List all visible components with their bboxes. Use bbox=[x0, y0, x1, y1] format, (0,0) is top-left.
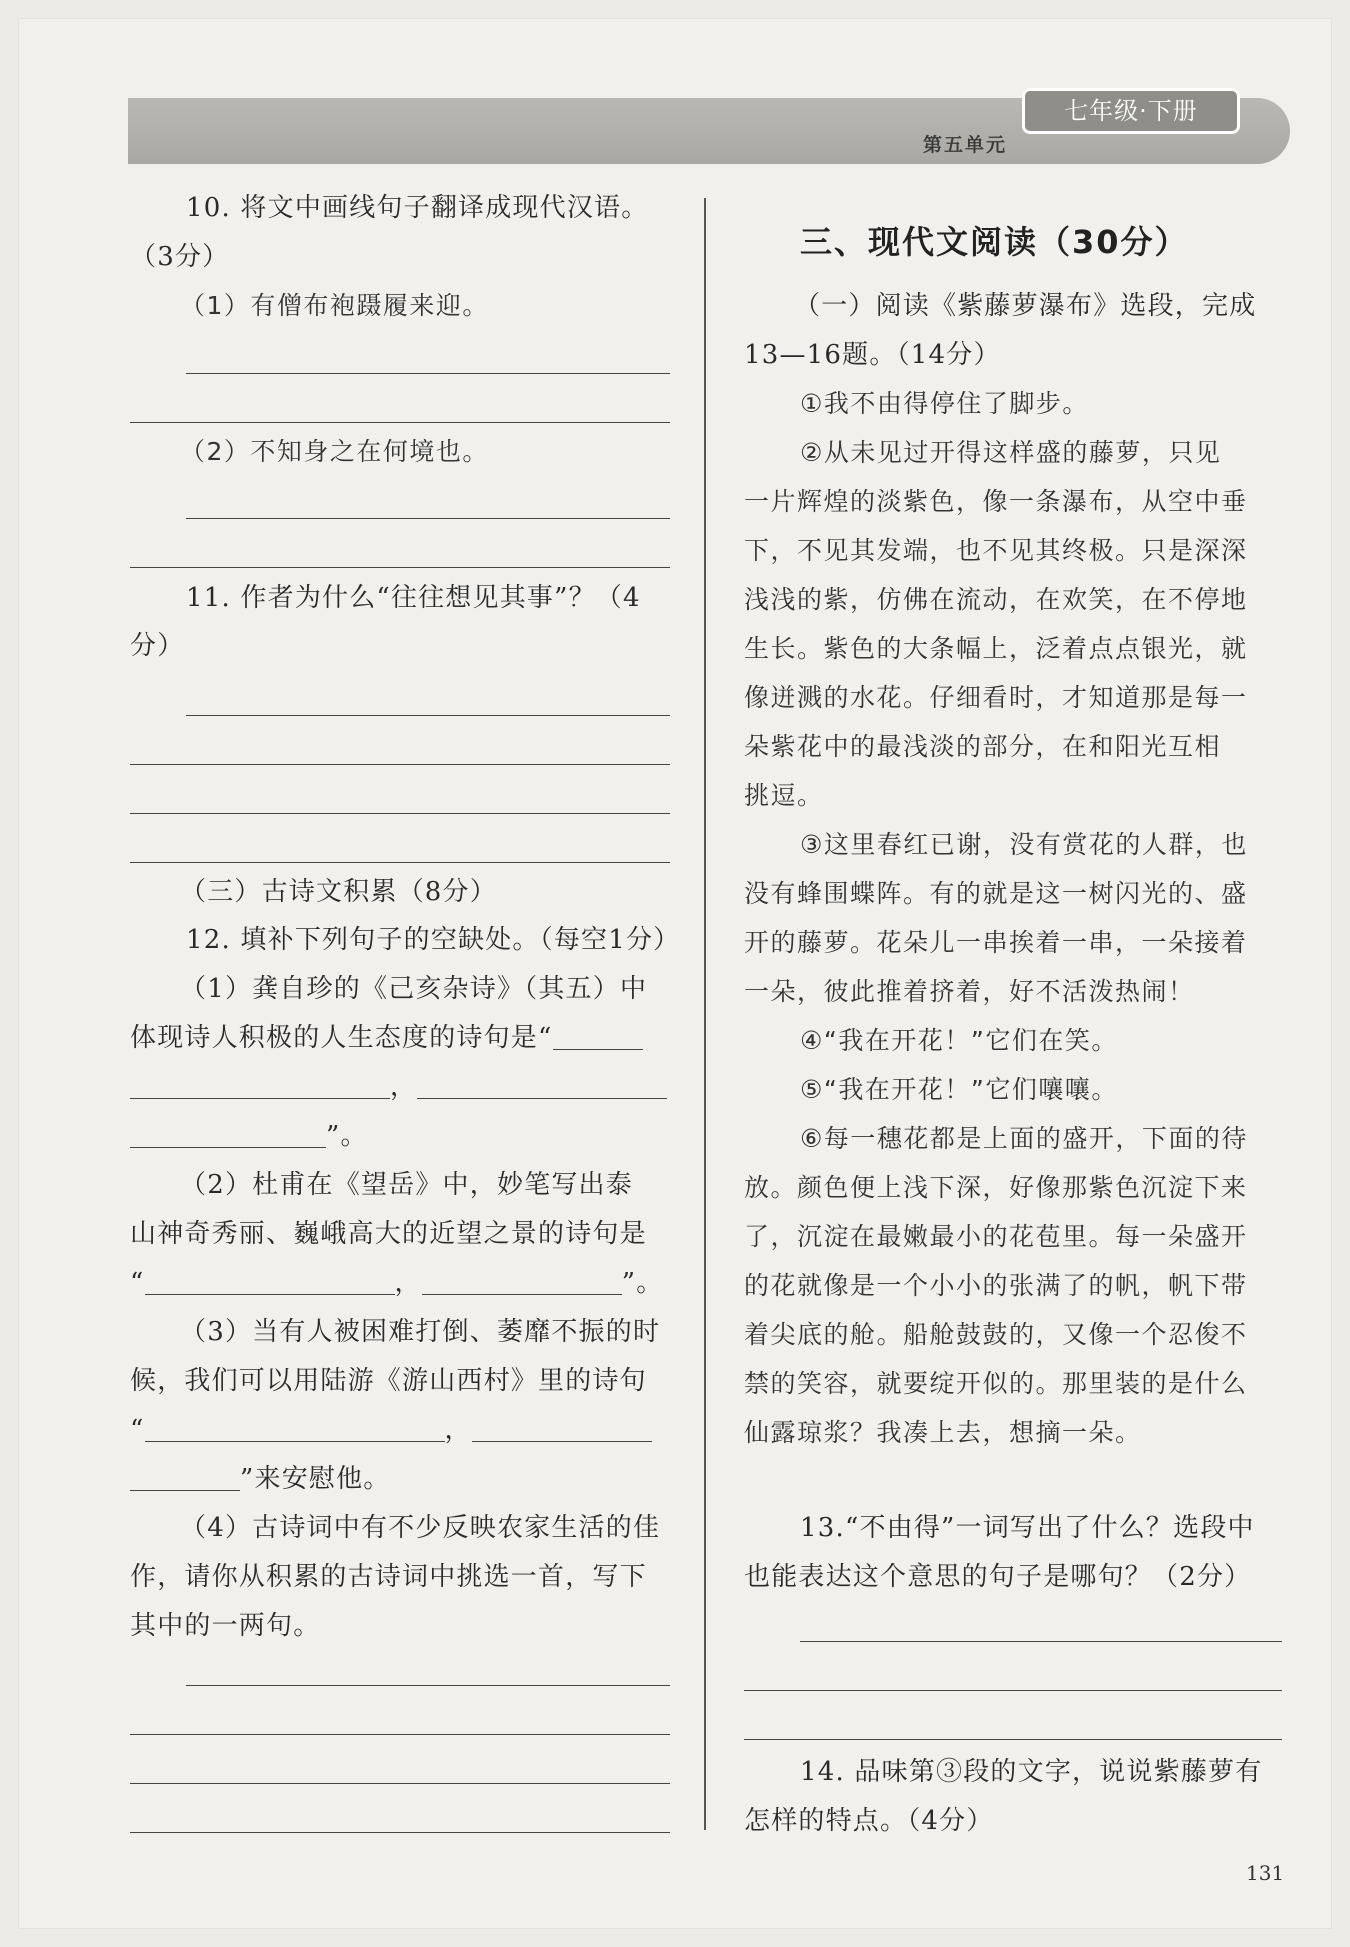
open-quote: “ bbox=[130, 1415, 145, 1445]
passage-p3-line: 开的藤萝。花朵儿一串挨着一串，一朵接着 bbox=[744, 928, 1248, 957]
answer-line[interactable] bbox=[800, 1641, 1282, 1642]
blank-line[interactable] bbox=[417, 1072, 667, 1099]
passage-p1: ①我不由得停住了脚步。 bbox=[800, 389, 1089, 418]
passage-p3-line: 一朵，彼此推着挤着，好不活泼热闹！ bbox=[744, 977, 1195, 1006]
passage-p2-line: 下，不见其发端，也不见其终极。只是深深 bbox=[744, 536, 1248, 565]
q10-line1: 10. 将文中画线句子翻译成现代汉语。 bbox=[186, 193, 649, 223]
q12-heading: 12. 填补下列句子的空缺处。（每空1分） bbox=[186, 925, 681, 955]
q12-2-line3 bbox=[130, 1267, 663, 1299]
q12-4-line3: 其中的一两句。 bbox=[130, 1611, 321, 1641]
blank-line[interactable] bbox=[472, 1415, 652, 1442]
passage-p6-line: 放。颜色便上浅下深，好像那紫色沉淀下来 bbox=[744, 1173, 1248, 1202]
grade-badge: 七年级·下册 bbox=[1022, 88, 1240, 134]
q12-2-line2: 山神奇秀丽、巍峨高大的近望之景的诗句是 bbox=[130, 1219, 647, 1249]
q13-line1: 13.“不由得”一词写出了什么？选段中 bbox=[800, 1513, 1255, 1543]
passage-p2-line: 挑逗。 bbox=[744, 781, 824, 810]
blank-line[interactable] bbox=[145, 1268, 395, 1295]
q14-line1: 14. 品味第③段的文字，说说紫藤萝有 bbox=[800, 1757, 1263, 1787]
comma: ， bbox=[444, 1415, 472, 1445]
passage-p2-line: 浅浅的紫，仿佛在流动，在欢笑，在不停地 bbox=[744, 585, 1248, 614]
blank-line[interactable] bbox=[553, 1023, 643, 1050]
passage-p3-line: 没有蜂围蝶阵。有的就是这一树闪光的、盛 bbox=[744, 879, 1248, 908]
q12-1-text: 体现诗人积极的人生态度的诗句是“ bbox=[130, 1023, 553, 1053]
answer-line[interactable] bbox=[186, 373, 670, 374]
q11-line1: 11. 作者为什么“往往想见其事”？（4 bbox=[186, 583, 641, 613]
blank-line[interactable] bbox=[130, 1464, 240, 1491]
section-3-heading: （三）古诗文积累（8分） bbox=[180, 877, 497, 907]
passage-p6-line: 的花就像是一个小小的张满了的帆，帆下带 bbox=[744, 1271, 1248, 1300]
answer-line[interactable] bbox=[130, 813, 670, 814]
q12-3-line3 bbox=[130, 1414, 652, 1446]
blank-line[interactable] bbox=[145, 1415, 445, 1442]
q10-item1: （1）有僧布袍蹑履来迎。 bbox=[180, 291, 489, 320]
column-divider bbox=[704, 198, 706, 1830]
blank-line[interactable] bbox=[422, 1268, 622, 1295]
q10-item2: （2）不知身之在何境也。 bbox=[180, 437, 489, 466]
passage-p6-line: ⑥每一穗花都是上面的盛开，下面的待 bbox=[800, 1124, 1248, 1153]
answer-line[interactable] bbox=[130, 1832, 670, 1833]
q12-3-line1: （3）当有人被困难打倒、萎靡不振的时 bbox=[180, 1317, 661, 1347]
q14-line2: 怎样的特点。（4分） bbox=[744, 1806, 994, 1836]
open-quote: “ bbox=[130, 1268, 145, 1298]
answer-line[interactable] bbox=[744, 1739, 1282, 1740]
q12-1-line3 bbox=[130, 1071, 667, 1103]
passage-p3-line: ③这里春红已谢，没有赏花的人群，也 bbox=[800, 830, 1248, 859]
q12-1-line2 bbox=[130, 1022, 643, 1054]
comma: ， bbox=[394, 1268, 422, 1298]
passage-p5: ⑤“我在开花！”它们嚷嚷。 bbox=[800, 1075, 1118, 1104]
answer-line[interactable] bbox=[186, 518, 670, 519]
passage-p2-line: 生长。紫色的大条幅上，泛着点点银光，就 bbox=[744, 634, 1248, 663]
answer-line[interactable] bbox=[130, 422, 670, 423]
answer-line[interactable] bbox=[130, 567, 670, 568]
passage-p6-line: 了，沉淀在最嫩最小的花苞里。每一朵盛开 bbox=[744, 1222, 1248, 1251]
passage-p2-line: ②从未见过开得这样盛的藤萝，只见 bbox=[800, 438, 1222, 467]
passage-p6-line: 仙露琼浆？我凑上去，想摘一朵。 bbox=[744, 1418, 1142, 1447]
q12-1-line4 bbox=[130, 1120, 368, 1152]
q11-line2: 分） bbox=[130, 631, 185, 661]
passage-p2-line: 朵紫花中的最浅淡的部分，在和阳光互相 bbox=[744, 732, 1222, 761]
q12-3-end: ”来安慰他。 bbox=[240, 1464, 391, 1494]
answer-line[interactable] bbox=[130, 862, 670, 863]
workbook-page bbox=[18, 18, 1332, 1929]
closing-quote: ”。 bbox=[326, 1121, 368, 1151]
answer-line[interactable] bbox=[186, 1685, 670, 1686]
answer-line[interactable] bbox=[130, 764, 670, 765]
q13-line2: 也能表达这个意思的句子是哪句？（2分） bbox=[744, 1562, 1252, 1592]
passage-p6-line: 禁的笑容，就要绽开似的。那里装的是什么 bbox=[744, 1369, 1248, 1398]
section-title: 三、现代文阅读（30分） bbox=[800, 223, 1189, 261]
answer-line[interactable] bbox=[130, 1734, 670, 1735]
blank-line[interactable] bbox=[130, 1072, 390, 1099]
reading-intro-line2: 13—16题。（14分） bbox=[744, 340, 1001, 370]
passage-p6-line: 着尖底的舱。船舱鼓鼓的，又像一个忍俊不 bbox=[744, 1320, 1248, 1349]
q12-3-line2: 候，我们可以用陆游《游山西村》里的诗句 bbox=[130, 1366, 647, 1396]
q12-4-line2: 作，请你从积累的古诗词中挑选一首，写下 bbox=[130, 1562, 647, 1592]
closing-quote: ”。 bbox=[621, 1268, 664, 1298]
reading-intro-line1: （一）阅读《紫藤萝瀑布》选段，完成 bbox=[794, 291, 1257, 321]
q12-4-line1: （4）古诗词中有不少反映农家生活的佳 bbox=[180, 1513, 661, 1543]
q12-2-line1: （2）杜甫在《望岳》中，妙笔写出泰 bbox=[180, 1170, 633, 1200]
q12-1-line1: （1）龚自珍的《己亥杂诗》（其五）中 bbox=[180, 974, 648, 1004]
answer-line[interactable] bbox=[186, 715, 670, 716]
q12-3-line4 bbox=[130, 1463, 391, 1495]
passage-p2-line: 一片辉煌的淡紫色，像一条瀑布，从空中垂 bbox=[744, 487, 1248, 516]
q10-line2: （3分） bbox=[130, 242, 230, 272]
passage-p4: ④“我在开花！”它们在笑。 bbox=[800, 1026, 1118, 1055]
answer-line[interactable] bbox=[744, 1690, 1282, 1691]
unit-label: 第五单元 bbox=[923, 134, 1008, 156]
passage-p2-line: 像迸溅的水花。仔细看时，才知道那是每一 bbox=[744, 683, 1248, 712]
comma: ， bbox=[390, 1072, 418, 1102]
page-number: 131 bbox=[1246, 1861, 1285, 1885]
blank-line[interactable] bbox=[130, 1121, 326, 1148]
answer-line[interactable] bbox=[130, 1783, 670, 1784]
